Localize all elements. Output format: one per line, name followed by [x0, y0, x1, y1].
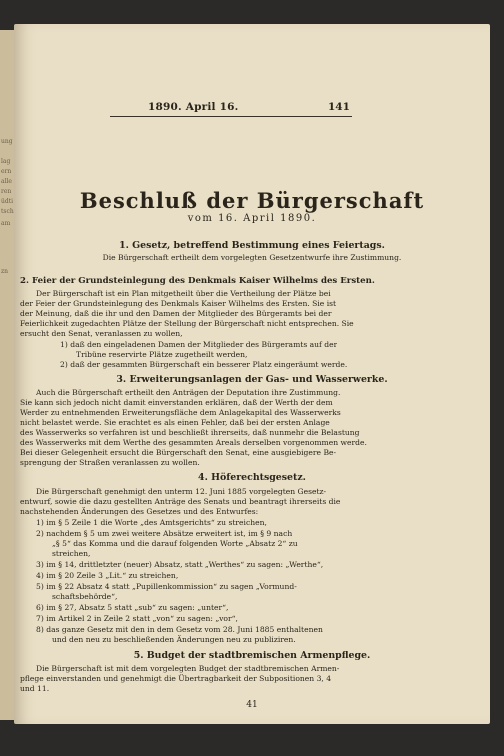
- section-4-line: „§ 5“ das Komma und die darauf folgenden Worte „Absatz 2“ zu: [52, 539, 298, 548]
- section-4-line: 8) das ganze Gesetz mit den in dem Gesetz vom 28. Juni 1885 enthaltenen: [36, 625, 323, 634]
- left-page-fragment: zn: [1, 268, 9, 275]
- section-4-line: 7) im Artikel 2 in Zeile 2 statt „von“ zu sagen: „vor“,: [36, 614, 238, 623]
- section-4-line: schaftsbehörde“,: [52, 592, 118, 601]
- section-2-line: ersucht den Senat, veranlassen zu wollen,: [20, 329, 183, 338]
- section-2-line: Tribüne reservirte Plätze zugetheilt werden,: [76, 350, 248, 359]
- section-1-heading: 1. Gesetz, betreffend Bestimmung eines Feiertags.: [119, 240, 385, 251]
- section-4-heading: 4. Höferechtsgesetz.: [198, 472, 306, 483]
- header-rule: [110, 116, 352, 117]
- section-4-line: streichen,: [52, 549, 91, 558]
- section-3-line: Sie kann sich jedoch nicht damit einverstanden erklären, daß der Werth der dem: [20, 398, 333, 407]
- section-4-line: 3) im § 14, drittletzter (neuer) Absatz, statt „Werthes“ zu sagen: „Werthe“,: [36, 560, 324, 569]
- section-3-line: Bei dieser Gelegenheit ersucht die Bürgerschaft den Senat, eine ausgiebigere Be-: [20, 448, 337, 457]
- section-2-line: der Meinung, daß die ihr und den Damen der Mitglieder des Bürgeramts bei der: [20, 309, 332, 318]
- section-4-line: und den neu zu beschließenden Änderungen neu zu publiziren.: [52, 635, 296, 644]
- section-2-line: 1) daß den eingeladenen Damen der Mitglieder des Bürgeramts auf der: [60, 340, 338, 349]
- left-page-fragment: tsch: [1, 208, 14, 215]
- section-4-line: 1) im § 5 Zeile 1 die Worte „des Amtsgerichts“ zu streichen,: [36, 518, 267, 527]
- section-2-line: 2) daß der gesammten Bürgerschaft ein besserer Platz eingeräumt werde.: [60, 360, 348, 369]
- left-page-fragment: ren: [1, 188, 12, 195]
- left-page-fragment: am: [1, 220, 11, 227]
- section-3-line: sprengung der Straßen veranlassen zu wollen.: [20, 458, 200, 467]
- section-2-line: der Feier der Grundsteinlegung des Denkmals Kaiser Wilhelms des Ersten. Sie ist: [20, 299, 337, 308]
- left-page-fragment: üdti: [1, 198, 14, 205]
- section-4-line: 5) im § 22 Absatz 4 statt „Pupillenkommission“ zu sagen „Vormund-: [36, 582, 297, 591]
- section-5-line: und 11.: [20, 684, 50, 693]
- section-3-line: des Wasserwerks mit dem Werthe des gesammten Areals derselben vorgenommen werde.: [20, 438, 367, 447]
- section-3-line: nicht belastet werde. Sie erachtet es als einen Fehler, daß bei der ersten Anlage: [20, 418, 330, 427]
- document-page: [14, 24, 490, 724]
- left-page-fragment: ern: [1, 168, 12, 175]
- document-subtitle: vom 16. April 1890.: [187, 213, 317, 224]
- section-3-line: des Wasserwerks so verfahren ist und beschließt ihrerseits, daß nunmehr die Belastung: [20, 428, 360, 437]
- section-3-line: Auch die Bürgerschaft ertheilt den Anträgen der Deputation ihre Zustimmung.: [36, 388, 341, 397]
- section-4-line: 2) nachdem § 5 um zwei weitere Absätze erweitert ist, im § 9 nach: [36, 529, 293, 538]
- section-4-line: 4) im § 20 Zeile 3 „Lit.“ zu streichen,: [36, 571, 179, 580]
- signature-number: 41: [246, 700, 258, 710]
- left-page-fragment: alle: [1, 178, 12, 185]
- section-2-line: Der Bürgerschaft ist ein Plan mitgetheilt über die Vertheilung der Plätze bei: [36, 289, 331, 298]
- running-header-date: 1890. April 16.: [148, 101, 239, 113]
- section-2-line: Feierlichkeit zugedachten Plätze der Stellung der Bürgerschaft nicht entsprechen. Sie: [20, 319, 354, 328]
- section-4-line: nachstehenden Änderungen des Gesetzes und des Entwurfes:: [20, 507, 259, 516]
- section-1-text: Die Bürgerschaft ertheilt dem vorgelegten Gesetzentwurfe ihre Zustimmung.: [102, 253, 402, 262]
- section-5-line: pflege einverstanden und genehmigt die Übertragbarkeit der Subpositionen 3, 4: [20, 674, 332, 683]
- left-page-fragment: ung: [1, 138, 13, 145]
- section-4-line: Die Bürgerschaft genehmigt den unterm 12. Juni 1885 vorgelegten Gesetz-: [36, 487, 327, 496]
- section-4-line: 6) im § 27, Absatz 5 statt „sub“ zu sagen: „unter“,: [36, 603, 229, 612]
- section-3-heading: 3. Erweiterungsanlagen der Gas- und Wasserwerke.: [116, 374, 388, 385]
- section-4-line: entwurf, sowie die dazu gestellten Anträge des Senats und beantragt ihrerseits die: [20, 497, 341, 506]
- section-5-heading: 5. Budget der stadtbremischen Armenpflege.: [133, 650, 371, 661]
- document-title: Beschluß der Bürgerschaft: [79, 188, 425, 213]
- section-3-line: Werder zu entnehmenden Erweiterungsfläche dem Anlagekapital des Wasserwerks: [20, 408, 341, 417]
- section-5-line: Die Bürgerschaft ist mit dem vorgelegten Budget der stadtbremischen Armen-: [36, 664, 340, 673]
- running-header-page-number: 141: [328, 101, 350, 113]
- left-page-fragment: lag: [1, 158, 11, 165]
- section-2-heading: 2. Feier der Grundsteinlegung des Denkmals Kaiser Wilhelms des Ersten.: [20, 276, 375, 286]
